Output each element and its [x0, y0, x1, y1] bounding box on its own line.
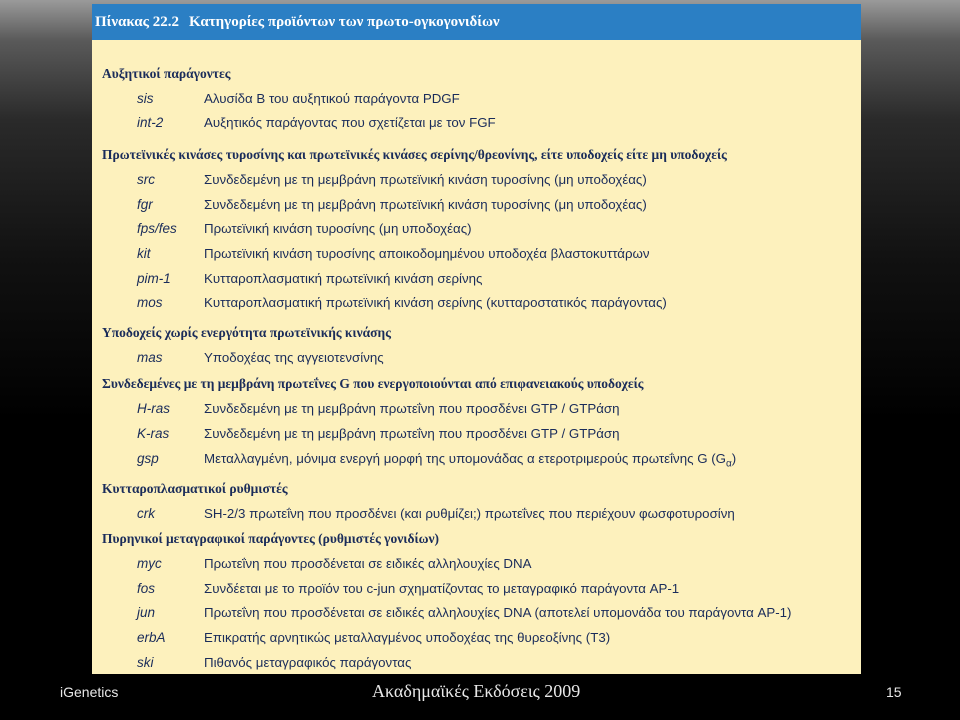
gene-name: myc: [137, 556, 162, 571]
gene-description: [204, 451, 736, 470]
gene-description: Επικρατής αρνητικώς μεταλλαγμένος υποδοχέας της θυρεοξίνης (Τ3): [204, 630, 611, 645]
gene-name: jun: [137, 605, 156, 620]
gene-name: src: [137, 172, 155, 187]
section-heading: Πρωτεϊνικές κινάσες τυροσίνης και πρωτεϊνικές κινάσες σερίνης/θρεονίνης, είτε υποδοχείς είτε μη υποδοχείς: [102, 147, 727, 162]
gene-description: Κυτταροπλασματική πρωτεϊνική κινάση σερίνης: [204, 271, 483, 286]
gene-description: Πρωτεΐνη που προσδένεται σε ειδικές αλληλουχίες DNA: [204, 556, 532, 571]
gene-description: Συνδεδεμένη με τη μεμβράνη πρωτεϊνική κινάση τυροσίνης (μη υποδοχέας): [204, 172, 647, 187]
gene-name: H-ras: [137, 401, 170, 416]
gene-name: erbA: [137, 630, 166, 645]
table-row: [92, 605, 861, 625]
gene-name: fos: [137, 581, 156, 596]
gene-name: pim-1: [137, 271, 171, 286]
table-row: [92, 197, 861, 217]
table-row: [92, 246, 861, 266]
gene-name: sis: [137, 91, 154, 106]
table-row: [92, 172, 861, 192]
table-row: [92, 581, 861, 601]
gene-name: fgr: [137, 197, 153, 212]
table-row: [92, 630, 861, 650]
gene-description: Αλυσίδα Β του αυξητικού παράγοντα PDGF: [204, 91, 460, 106]
gene-name: kit: [137, 246, 151, 261]
gene-description: Πιθανός μεταγραφικός παράγοντας: [204, 655, 412, 670]
gene-description: Συνδεδεμένη με τη μεμβράνη πρωτεϊνική κινάση τυροσίνης (μη υποδοχέας): [204, 197, 647, 212]
alpha-subscript: α: [726, 458, 732, 470]
gene-name: mas: [137, 350, 163, 365]
footer-brand: iGenetics: [60, 684, 119, 700]
gene-description: Πρωτεϊνική κινάση τυροσίνης (μη υποδοχέας): [204, 221, 472, 236]
section-heading: Υποδοχείς χωρίς ενεργότητα πρωτεϊνικής κινάσης: [102, 325, 391, 340]
table-row: [92, 221, 861, 241]
gene-description: Αυξητικός παράγοντας που σχετίζεται με τον FGF: [204, 115, 496, 130]
gene-description: Συνδέεται με το προϊόν του c-jun σχηματίζοντας το μεταγραφικό παράγοντα AP-1: [204, 581, 680, 596]
table-row: [92, 401, 861, 421]
table-row: [92, 91, 861, 111]
footer-publisher: Ακαδημαϊκές Εκδόσεις 2009: [372, 681, 581, 701]
gene-name: crk: [137, 506, 155, 521]
gene-name: gsp: [137, 451, 159, 466]
section-heading: Συνδεδεμένες με τη μεμβράνη πρωτεΐνες G που ενεργοποιούνται από επιφανειακούς υποδοχείς: [102, 376, 644, 391]
gene-description: SH-2/3 πρωτεΐνη που προσδένει (και ρυθμίζει;) πρωτεΐνες που περιέχουν φωσφοτυροσίνη: [204, 506, 735, 521]
gene-description: Συνδεδεμένη με τη μεμβράνη πρωτεΐνη που προσδένει GTP / GTPάση: [204, 426, 620, 441]
section-heading: Αυξητικοί παράγοντες: [102, 66, 231, 81]
table-row: [92, 115, 861, 135]
table-row: [92, 350, 861, 370]
gene-name: mos: [137, 295, 163, 310]
table-title-bar: [92, 4, 861, 40]
gene-name: ski: [137, 655, 154, 670]
gene-name: int-2: [137, 115, 164, 130]
gene-description-text: Μεταλλαγμένη, μόνιμα ενεργή μορφή της υπομονάδας α ετεροτριμερούς πρωτεΐνης G (G: [204, 451, 727, 466]
table-row: [92, 655, 861, 675]
table-row: [92, 506, 861, 526]
table-number: Πίνακας 22.2: [95, 13, 179, 30]
table-row: [92, 426, 861, 446]
table-row: [92, 556, 861, 576]
gene-description: Πρωτεϊνική κινάση τυροσίνης αποικοδομημένου υποδοχέα βλαστοκυττάρων: [204, 246, 650, 261]
table-panel: [92, 4, 861, 674]
table-row: [92, 295, 861, 315]
table-row: [92, 271, 861, 291]
table-row: [92, 451, 861, 471]
section-heading: Κυτταροπλασματικοί ρυθμιστές: [102, 481, 288, 496]
gene-description: Κυτταροπλασματική πρωτεϊνική κινάση σερίνης (κυτταροστατικός παράγοντας): [204, 295, 667, 310]
page-number: 15: [886, 684, 902, 700]
section-heading: Πυρηνικοί μεταγραφικοί παράγοντες (ρυθμιστές γονιδίων): [102, 531, 440, 546]
gene-description: Συνδεδεμένη με τη μεμβράνη πρωτεΐνη που προσδένει GTP / GTPάση: [204, 401, 620, 416]
gene-name: K-ras: [137, 426, 170, 441]
gene-name: fps/fes: [137, 221, 177, 236]
table-title: Κατηγορίες προϊόντων των πρωτο-ογκογονιδίων: [189, 13, 500, 30]
gene-description: Υποδοχέας της αγγειοτενσίνης: [204, 350, 384, 365]
closing-paren: ): [731, 451, 737, 466]
gene-description: Πρωτεΐνη που προσδένεται σε ειδικές αλληλουχίες DNA (αποτελεί υπομονάδα του παράγοντα AP-1): [204, 605, 792, 620]
